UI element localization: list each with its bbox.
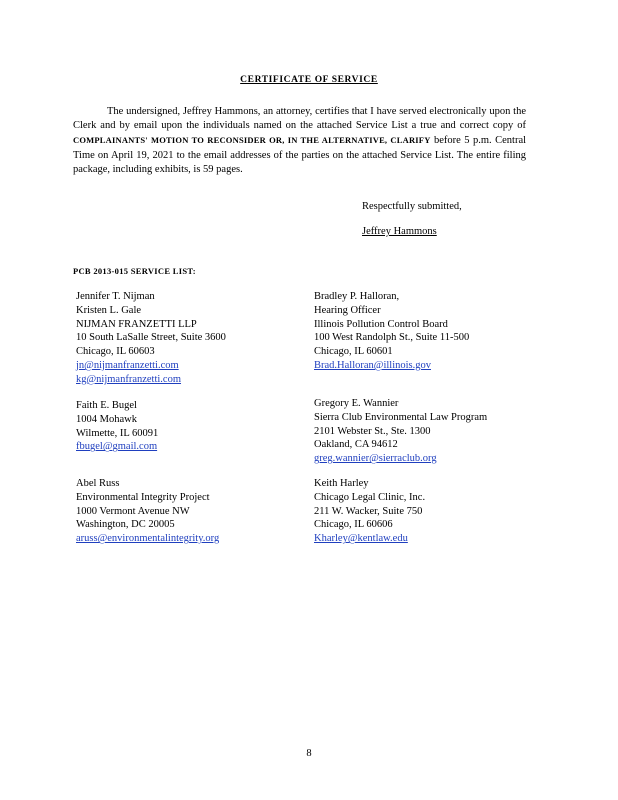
entry-line: 10 South LaSalle Street, Suite 3600 (76, 332, 226, 344)
entry-line: Kristen L. Gale (76, 304, 142, 316)
entry-line: 1004 Mohawk (76, 413, 137, 425)
page-number: 8 (306, 748, 312, 759)
entry-line: Oakland, CA 94612 (314, 439, 398, 451)
body-text-part2: before 5 p.m. Central Time on April 19, 2021 to the email addresses of the parties on the attached Service List. The entire filing package, including exhibits, is 59 pages. (73, 135, 527, 175)
entry-line: Jennifer T. Nijman (76, 291, 155, 302)
entry-line: Wilmette, IL 60091 (76, 427, 159, 439)
entry-line: Washington, DC 20005 (76, 519, 175, 531)
entry-line: 211 W. Wacker, Suite 750 (314, 505, 423, 517)
service-entry-bugel (76, 399, 158, 454)
body-text-part1: The undersigned, Jeffrey Hammons, an attorney, certifies that I have served electronically upon the Clerk and by email upon the individuals named on the attached Service List a true and correct copy of (73, 106, 526, 132)
email-link[interactable]: jn@nijmanfranzetti.com (76, 359, 179, 371)
entry-line: Faith E. Bugel (76, 400, 137, 411)
email-link[interactable]: Kharley@kentlaw.edu (314, 533, 408, 545)
service-entry-harley (314, 477, 425, 546)
signature-closing: Respectfully submitted, (362, 201, 462, 212)
email-link[interactable]: kg@nijmanfranzetti.com (76, 373, 182, 385)
entry-line: 2101 Webster St., Ste. 1300 (314, 425, 431, 437)
entry-line: Keith Harley (314, 478, 369, 489)
email-link[interactable]: greg.wannier@sierraclub.org (314, 453, 437, 465)
service-list-heading: PCB 2013-015 SERVICE LIST: (73, 266, 196, 276)
signature-name: Jeffrey Hammons (362, 226, 437, 237)
entry-line: Abel Russ (76, 478, 120, 489)
service-entry-wannier (314, 397, 487, 466)
entry-line: Chicago Legal Clinic, Inc. (314, 491, 426, 503)
entry-line: Chicago, IL 60603 (76, 346, 155, 358)
entry-line: Sierra Club Environmental Law Program (314, 411, 488, 423)
entry-line: Hearing Officer (314, 304, 381, 316)
entry-line: 100 West Randolph St., Suite 11-500 (314, 332, 470, 344)
entry-line: Environmental Integrity Project (76, 491, 210, 503)
document-title: CERTIFICATE OF SERVICE (240, 75, 378, 85)
entry-line: NIJMAN FRANZETTI LLP (76, 318, 197, 330)
entry-line: 1000 Vermont Avenue NW (76, 505, 190, 517)
email-link[interactable]: Brad.Halloran@illinois.gov (314, 359, 431, 371)
entry-line: Illinois Pollution Control Board (314, 318, 448, 330)
entry-line: Chicago, IL 60606 (314, 519, 393, 531)
motion-title: COMPLAINANTS' MOTION TO RECONSIDER OR, IN THE ALTERNATIVE, CLARIFY (73, 135, 431, 146)
entry-line: Gregory E. Wannier (314, 398, 399, 409)
entry-line: Chicago, IL 60601 (314, 346, 393, 358)
certification-paragraph (73, 105, 526, 177)
service-entry-russ (76, 477, 219, 546)
email-link[interactable]: fbugel@gmail.com (76, 441, 158, 453)
service-entry-halloran (314, 290, 469, 373)
service-entry-nijman (76, 290, 226, 387)
email-link[interactable]: aruss@environmentalintegrity.org (76, 533, 220, 545)
entry-line: Bradley P. Halloran, (314, 291, 400, 302)
